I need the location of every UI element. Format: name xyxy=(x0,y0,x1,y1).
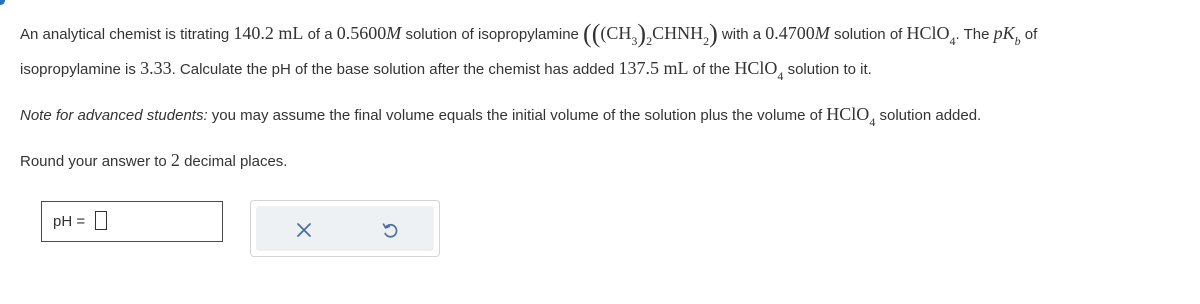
question-text: solution added. xyxy=(875,107,982,124)
open-paren: ( xyxy=(583,19,592,48)
answer-toolbar xyxy=(250,200,440,257)
question-text: solution of xyxy=(829,26,907,43)
question-text: solution to it. xyxy=(783,61,872,78)
x-icon xyxy=(294,220,314,240)
formula-isopropylamine: $(CH_3)_2CHNH_2$ xyxy=(600,19,710,48)
rounding-instruction xyxy=(20,150,287,171)
pkb-symbol: $pK_b$ xyxy=(993,23,1021,48)
open-paren: ( xyxy=(591,19,601,48)
close-paren: ) xyxy=(709,19,718,48)
corner-marker xyxy=(0,0,5,5)
molarity-unit: M xyxy=(386,23,402,43)
question-text: . Calculate the pH of the base solution after the chemist has added xyxy=(171,61,619,78)
base-volume: 140.2 mL xyxy=(233,23,304,43)
question-text: Round your answer to xyxy=(20,153,171,170)
acid-concentration: 0.4700 xyxy=(765,23,815,43)
question-text: An analytical chemist is titrating xyxy=(20,26,234,43)
question-text: . The xyxy=(955,26,994,43)
acid-volume: 137.5 mL xyxy=(618,58,689,78)
question-text: of a xyxy=(303,26,337,43)
clear-button[interactable] xyxy=(294,220,314,240)
question-text: of the xyxy=(688,61,735,78)
answer-box[interactable] xyxy=(41,201,223,242)
molarity-unit: M xyxy=(814,23,830,43)
pkb-value: 3.33 xyxy=(140,58,172,78)
formula-perchloric-acid: HClO$_4$ xyxy=(906,23,956,48)
advanced-note xyxy=(20,104,982,129)
question-line-2 xyxy=(20,58,872,83)
question-text: with a xyxy=(717,26,766,43)
question-text: isopropylamine is xyxy=(20,61,141,78)
decimal-places: 2 xyxy=(170,150,180,170)
note-label: Note for advanced students: xyxy=(20,107,208,124)
toolbar-panel xyxy=(256,206,434,251)
formula-perchloric-acid: HClO$_4$ xyxy=(734,58,784,83)
question-line-1 xyxy=(20,16,1037,46)
undo-button[interactable] xyxy=(380,220,400,240)
question-text: decimal places. xyxy=(179,153,288,170)
question-text: of xyxy=(1020,26,1038,43)
formula-perchloric-acid: HClO$_4$ xyxy=(826,104,876,129)
question-text: you may assume the final volume equals the initial volume of the solution plus the volume of xyxy=(207,107,827,124)
base-concentration: 0.5600 xyxy=(336,23,387,43)
question-text: solution of isopropylamine xyxy=(401,26,584,43)
ph-label: pH = xyxy=(53,213,86,230)
undo-icon xyxy=(380,220,400,240)
ph-input[interactable] xyxy=(95,211,107,230)
